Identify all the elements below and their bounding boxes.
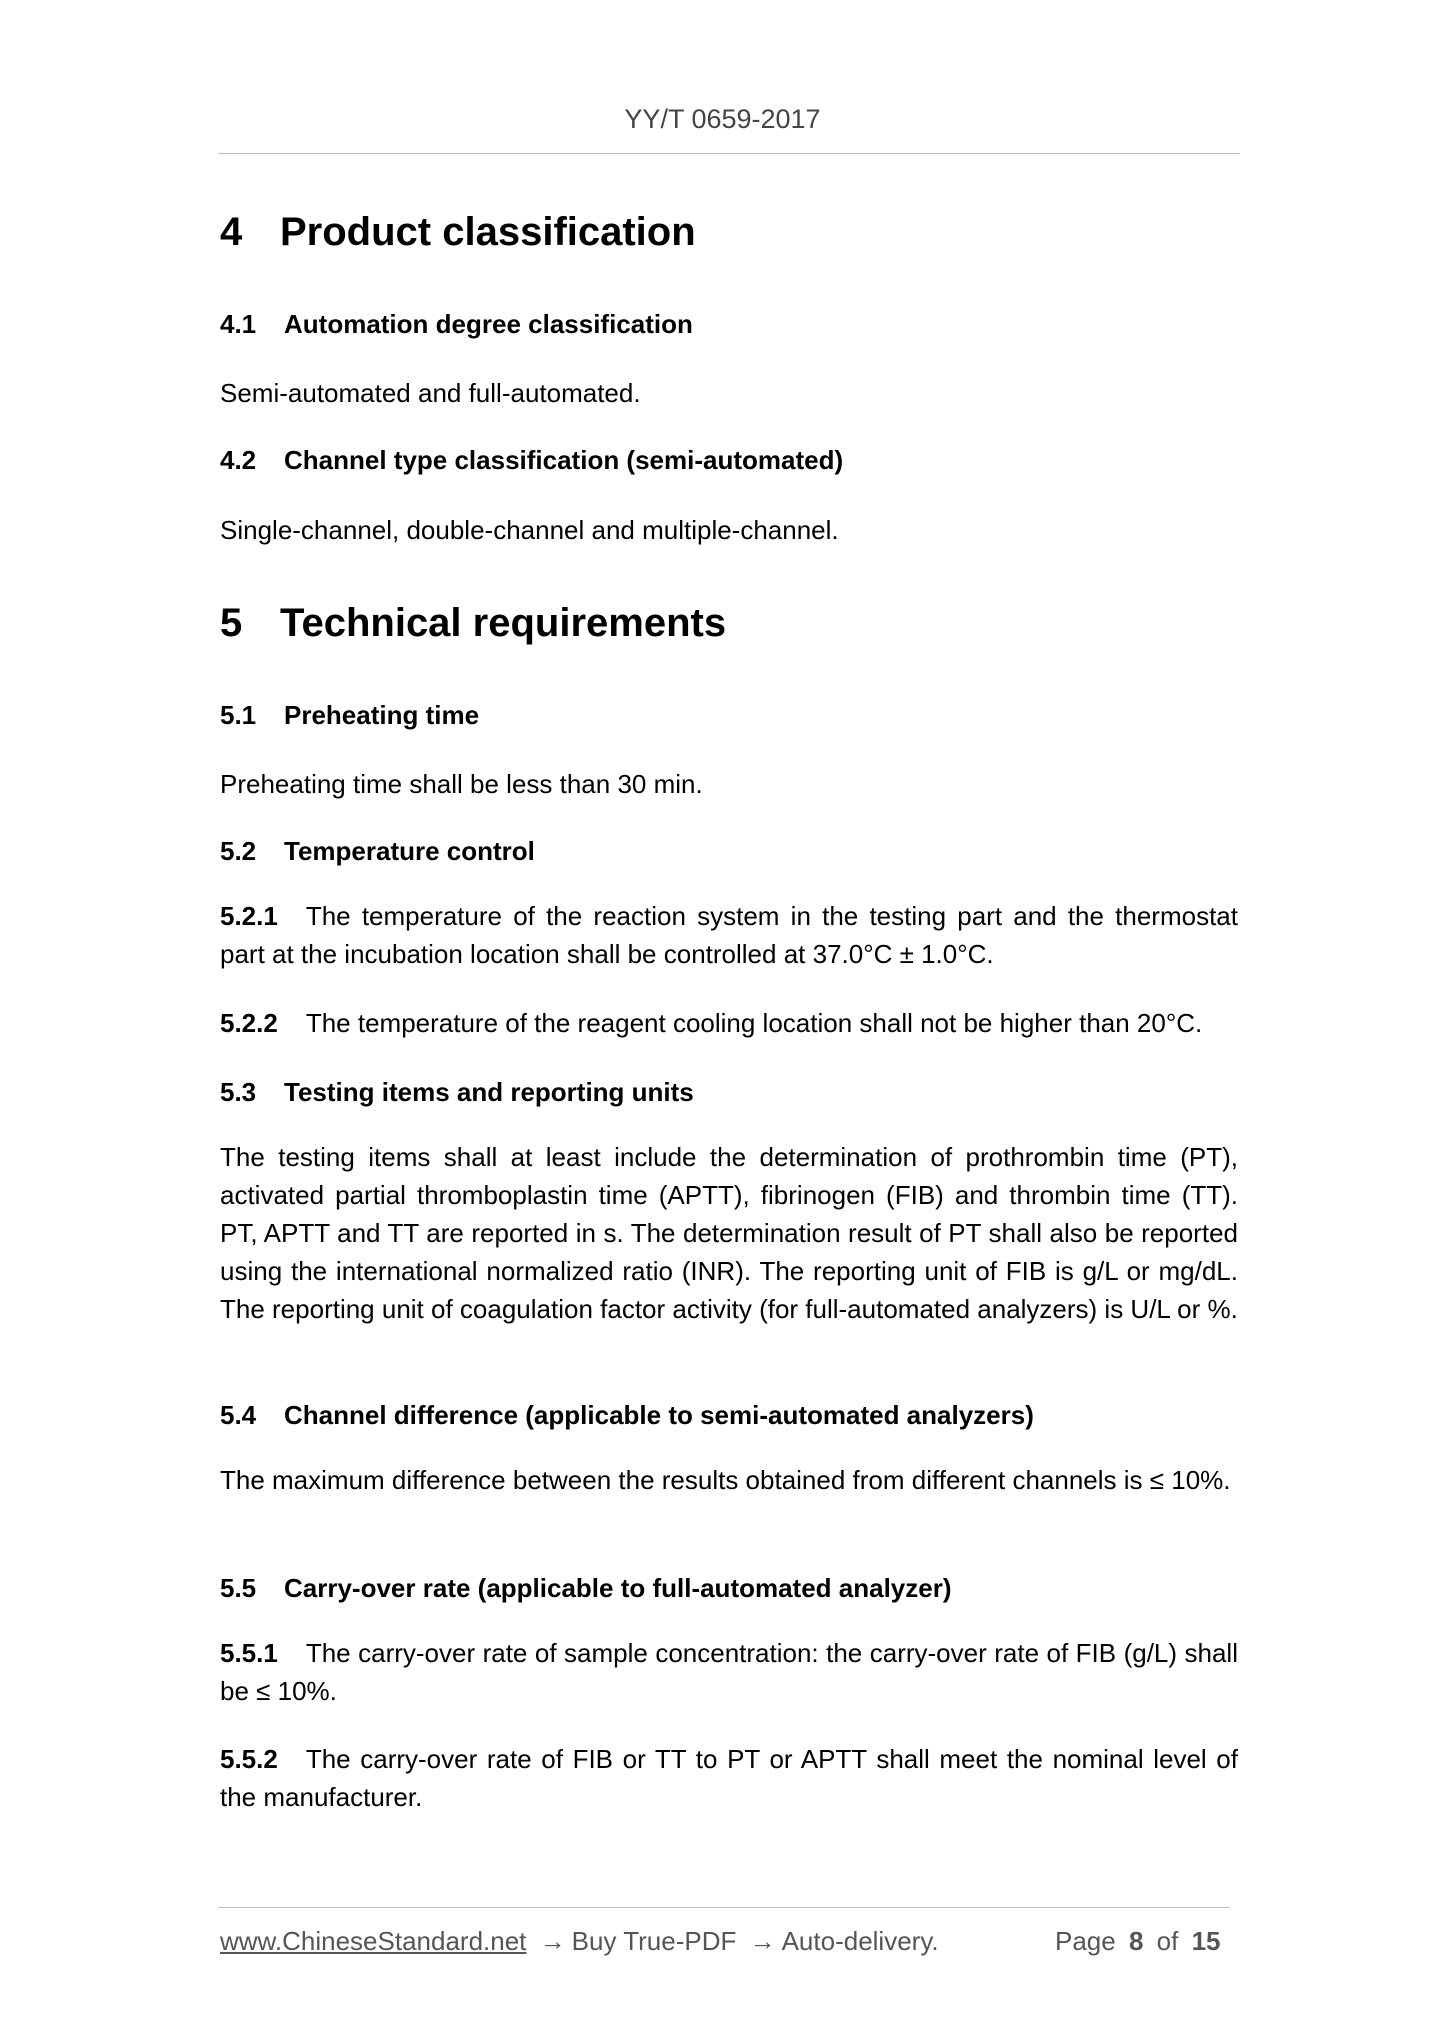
header-standard-code: YY/T 0659-2017 xyxy=(624,104,821,134)
clause-5-2-2 xyxy=(220,1004,1238,1042)
header-divider xyxy=(218,153,1240,154)
clause-number: 5.5.2 xyxy=(220,1744,278,1774)
section-number: 4.2 xyxy=(220,445,257,475)
clause-number: 5.2.2 xyxy=(220,1008,278,1038)
section-4-heading xyxy=(220,210,696,255)
section-5-3-text: The testing items shall at least include the determination of prothrombin time (PT), activated partial thromboplastin time (APTT), fibrinogen (FIB) and thrombin time (TT). PT, APTT and TT are reported in s. The determination result of PT shall also be reported using the international normalized ratio (INR). The reporting unit of FIB is g/L or mg/dL. The reporting unit of coagulation factor activity (for full-automated analyzers) is U/L or %. xyxy=(220,1142,1238,1324)
section-number: 5.4 xyxy=(220,1400,257,1430)
section-number: 4.1 xyxy=(220,309,257,339)
section-title: Technical requirements xyxy=(280,601,727,645)
section-number: 5.1 xyxy=(220,700,257,730)
section-4-1-text: Semi-automated and full-automated. xyxy=(220,378,641,408)
section-title: Preheating time xyxy=(284,700,480,730)
section-number: 5.3 xyxy=(220,1077,257,1107)
clause-text: The temperature of the reaction system in the testing part and the thermostat part at the incubation location shall be controlled at 37.0°C ± 1.0°C. xyxy=(220,901,1238,969)
section-title: Testing items and reporting units xyxy=(284,1077,694,1107)
clause-text: The carry-over rate of sample concentration: the carry-over rate of FIB (g/L) shall be ≤ 10%. xyxy=(220,1638,1238,1706)
section-number: 5 xyxy=(220,601,243,645)
footer-divider xyxy=(218,1907,1230,1908)
section-5-3-heading xyxy=(220,1077,694,1108)
section-4-1-heading xyxy=(220,309,693,340)
section-number: 5.5 xyxy=(220,1573,257,1603)
footer-promo xyxy=(220,1926,939,1957)
website-link[interactable]: www.ChineseStandard.net xyxy=(220,1926,527,1956)
section-number: 4 xyxy=(220,210,243,254)
page-total: 15 xyxy=(1191,1926,1221,1956)
arrow-right-icon: → xyxy=(539,1926,566,1956)
section-4-2-text: Single-channel, double-channel and multiple-channel. xyxy=(220,515,839,545)
buy-text: Buy True-PDF xyxy=(571,1926,737,1956)
delivery-text: Auto-delivery. xyxy=(781,1926,939,1956)
clause-text: The carry-over rate of FIB or TT to PT or APTT shall meet the nominal level of the manufacturer. xyxy=(220,1744,1238,1812)
section-title: Temperature control xyxy=(284,836,535,866)
section-5-1-text: Preheating time shall be less than 30 min. xyxy=(220,769,703,799)
section-title: Product classification xyxy=(280,210,696,254)
clause-text: The temperature of the reagent cooling location shall not be higher than 20°C. xyxy=(305,1008,1203,1038)
section-5-1-heading xyxy=(220,700,479,731)
section-4-2-heading xyxy=(220,445,843,476)
section-5-4-heading xyxy=(220,1400,1034,1431)
section-title: Channel type classification (semi-automated) xyxy=(284,445,844,475)
section-5-5-heading xyxy=(220,1573,952,1604)
page-number: 8 xyxy=(1128,1926,1144,1956)
section-title: Channel difference (applicable to semi-automated analyzers) xyxy=(284,1400,1034,1430)
clause-number: 5.2.1 xyxy=(220,901,278,931)
section-title: Automation degree classification xyxy=(284,309,693,339)
clause-5-5-1 xyxy=(220,1634,1238,1710)
section-5-heading xyxy=(220,601,726,646)
clause-number: 5.5.1 xyxy=(220,1638,278,1668)
section-5-4-text: The maximum difference between the results obtained from different channels is ≤ 10%. xyxy=(220,1465,1231,1495)
arrow-right-icon: → xyxy=(749,1926,776,1956)
section-title: Carry-over rate (applicable to full-automated analyzer) xyxy=(284,1573,952,1603)
clause-5-2-1 xyxy=(220,897,1238,973)
page-indicator xyxy=(1055,1926,1227,1957)
page-label: Page xyxy=(1055,1926,1116,1956)
clause-5-5-2 xyxy=(220,1740,1238,1816)
section-number: 5.2 xyxy=(220,836,257,866)
of-label: of xyxy=(1156,1926,1179,1956)
section-5-2-heading xyxy=(220,836,535,867)
